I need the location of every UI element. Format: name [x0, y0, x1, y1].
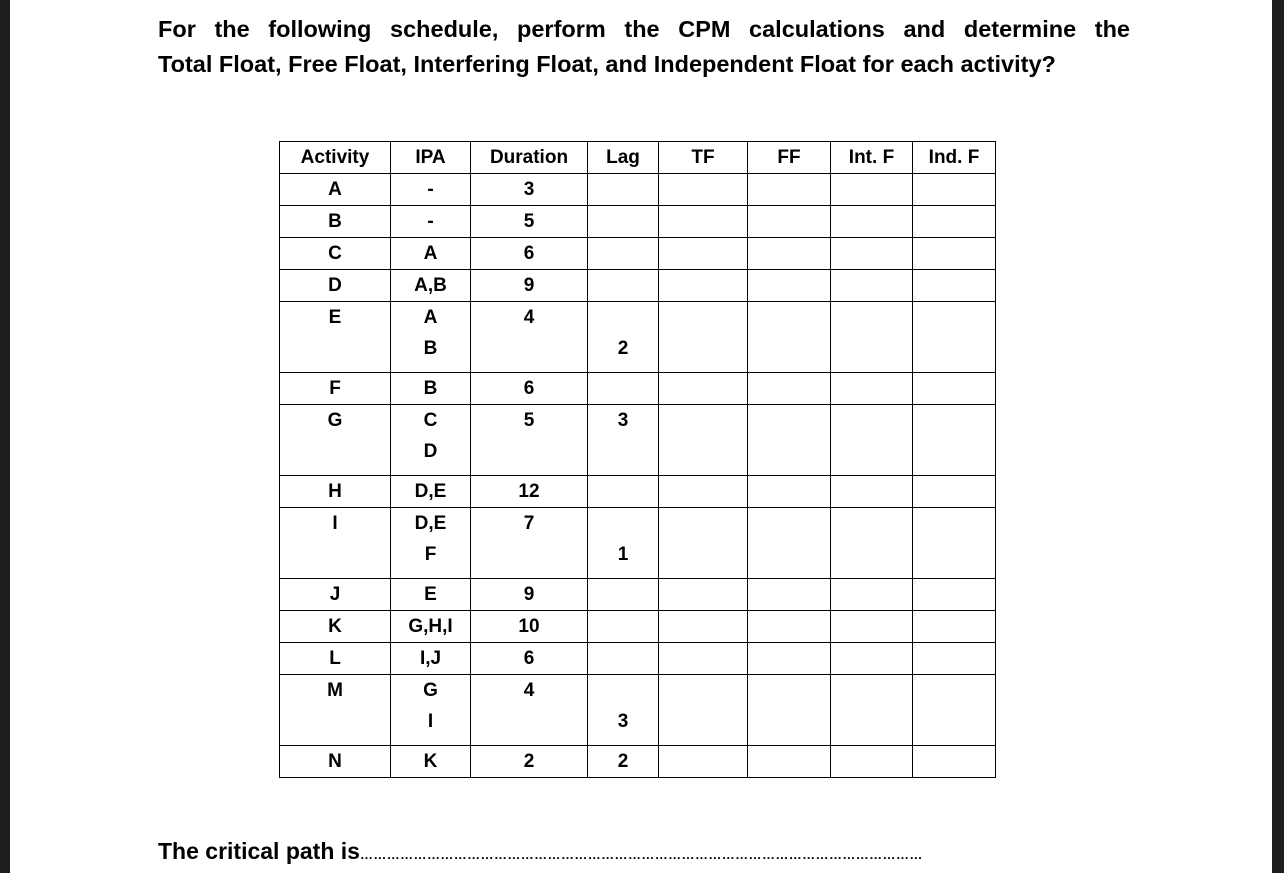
duration-cell-value: 9 — [523, 584, 535, 605]
table-row — [280, 373, 996, 405]
activity-cell — [280, 174, 391, 206]
ipa-cell-value: C — [423, 410, 438, 431]
int-f-cell — [831, 238, 913, 270]
lag-cell-value — [588, 643, 658, 674]
ipa-cell-value: B — [423, 338, 438, 359]
duration-cell — [471, 238, 588, 270]
ipa-cell-value: A,B — [414, 275, 447, 296]
duration-cell-value: 5 — [523, 410, 535, 431]
duration-cell-value: 6 — [523, 648, 535, 669]
activity-cell-value: H — [328, 481, 342, 502]
critical-path-label: The critical path is — [158, 838, 360, 864]
ind-f-cell — [913, 643, 996, 675]
ipa-cell-value: I — [427, 711, 434, 732]
lag-cell — [588, 476, 659, 508]
ipa-cell — [391, 476, 471, 508]
duration-cell-value: 6 — [523, 378, 535, 399]
table-row — [280, 508, 996, 579]
tf-cell — [659, 302, 748, 373]
table-row — [280, 579, 996, 611]
lag-cell — [588, 611, 659, 643]
ff-cell — [748, 675, 831, 746]
activity-cell-value: E — [328, 307, 342, 328]
activity-cell — [280, 643, 391, 675]
table-row — [280, 476, 996, 508]
ind-f-cell — [913, 611, 996, 643]
document-page — [10, 0, 1272, 873]
critical-path-line — [158, 836, 923, 870]
ipa-cell-value: - — [427, 211, 434, 232]
tf-cell — [659, 579, 748, 611]
duration-cell — [471, 405, 588, 476]
ipa-cell — [391, 206, 471, 238]
activity-cell — [280, 302, 391, 373]
lag-cell-value: 1 — [617, 544, 629, 565]
duration-cell — [471, 476, 588, 508]
activity-cell — [280, 746, 391, 778]
ipa-cell — [391, 373, 471, 405]
ff-cell — [748, 476, 831, 508]
lag-cell — [588, 302, 659, 373]
ind-f-cell — [913, 238, 996, 270]
tf-cell — [659, 238, 748, 270]
duration-cell — [471, 579, 588, 611]
lag-cell-value — [588, 436, 658, 467]
lag-cell-value: 2 — [617, 751, 629, 772]
ipa-cell — [391, 405, 471, 476]
cpm-schedule-table — [279, 141, 996, 778]
activity-cell — [280, 611, 391, 643]
tf-cell — [659, 643, 748, 675]
duration-cell — [471, 611, 588, 643]
lag-cell — [588, 579, 659, 611]
tf-cell — [659, 611, 748, 643]
ipa-cell-value: D,E — [414, 513, 447, 534]
duration-cell — [471, 746, 588, 778]
ff-cell — [748, 579, 831, 611]
header-interfering-float: Int. F — [831, 142, 913, 174]
ipa-cell-value: G,H,I — [408, 616, 453, 637]
activity-cell — [280, 373, 391, 405]
ipa-cell — [391, 174, 471, 206]
table-body — [280, 174, 996, 778]
table-row — [280, 643, 996, 675]
lag-cell-value — [588, 508, 658, 539]
ipa-cell-value: G — [423, 680, 438, 701]
duration-cell-value: 12 — [518, 481, 540, 502]
int-f-cell — [831, 373, 913, 405]
ipa-cell — [391, 643, 471, 675]
duration-cell-value: 2 — [523, 751, 535, 772]
activity-cell — [280, 238, 391, 270]
ipa-cell — [391, 675, 471, 746]
duration-cell — [471, 206, 588, 238]
ff-cell — [748, 206, 831, 238]
activity-cell-value: I — [332, 513, 338, 534]
lag-cell-value — [588, 206, 658, 237]
table-row — [280, 675, 996, 746]
lag-cell — [588, 206, 659, 238]
lag-cell-value: 2 — [617, 338, 629, 359]
int-f-cell — [831, 270, 913, 302]
activity-cell — [280, 508, 391, 579]
lag-cell — [588, 675, 659, 746]
ff-cell — [748, 302, 831, 373]
int-f-cell — [831, 206, 913, 238]
critical-path-blank: ……………………………………………………………………………………………………………… — [359, 847, 923, 862]
duration-cell-value: 4 — [523, 307, 535, 328]
table-row — [280, 238, 996, 270]
lag-cell-value — [588, 302, 658, 333]
ipa-cell-value: K — [423, 751, 438, 772]
table-row — [280, 746, 996, 778]
question-line-2: Total Float, Free Float, Interfering Float, and Independent Float for each activity? — [158, 51, 1056, 77]
question-line-1: For the following schedule, perform the CPM calculations and determine the — [158, 16, 1130, 42]
ind-f-cell — [913, 405, 996, 476]
duration-cell-value: 9 — [523, 275, 535, 296]
lag-cell-value — [588, 270, 658, 301]
activity-cell-value: K — [328, 616, 342, 637]
ind-f-cell — [913, 206, 996, 238]
duration-cell-value: 4 — [523, 680, 535, 701]
duration-cell — [471, 302, 588, 373]
ind-f-cell — [913, 373, 996, 405]
tf-cell — [659, 675, 748, 746]
ipa-cell — [391, 746, 471, 778]
duration-cell — [471, 270, 588, 302]
duration-cell-value: 10 — [518, 616, 540, 637]
ipa-cell-value: B — [423, 378, 438, 399]
ipa-cell-value: - — [427, 179, 434, 200]
ind-f-cell — [913, 302, 996, 373]
ind-f-cell — [913, 174, 996, 206]
table-row — [280, 206, 996, 238]
ind-f-cell — [913, 270, 996, 302]
ff-cell — [748, 746, 831, 778]
duration-cell-value: 7 — [523, 513, 535, 534]
ff-cell — [748, 270, 831, 302]
lag-cell-value: 3 — [617, 410, 629, 431]
int-f-cell — [831, 643, 913, 675]
table-row — [280, 270, 996, 302]
activity-cell-value: A — [328, 179, 342, 200]
lag-cell — [588, 405, 659, 476]
ipa-cell-value: E — [424, 584, 437, 605]
int-f-cell — [831, 174, 913, 206]
activity-cell-value: F — [329, 378, 341, 399]
tf-cell — [659, 206, 748, 238]
tf-cell — [659, 405, 748, 476]
header-lag: Lag — [588, 142, 659, 174]
duration-cell-value: 5 — [523, 211, 535, 232]
ff-cell — [748, 643, 831, 675]
tf-cell — [659, 508, 748, 579]
ff-cell — [748, 174, 831, 206]
table-row — [280, 611, 996, 643]
ff-cell — [748, 238, 831, 270]
ipa-cell-value: F — [424, 544, 437, 565]
ipa-cell-value: D,E — [414, 481, 447, 502]
tf-cell — [659, 746, 748, 778]
question-text — [158, 12, 1130, 82]
tf-cell — [659, 174, 748, 206]
ipa-cell — [391, 611, 471, 643]
lag-cell-value — [588, 675, 658, 706]
header-activity: Activity — [280, 142, 391, 174]
lag-cell-value — [588, 174, 658, 205]
int-f-cell — [831, 405, 913, 476]
ind-f-cell — [913, 508, 996, 579]
int-f-cell — [831, 302, 913, 373]
activity-cell-value: N — [328, 751, 342, 772]
activity-cell-value: M — [327, 680, 343, 701]
table-row — [280, 405, 996, 476]
lag-cell — [588, 373, 659, 405]
activity-cell — [280, 476, 391, 508]
header-free-float: FF — [748, 142, 831, 174]
int-f-cell — [831, 746, 913, 778]
ff-cell — [748, 611, 831, 643]
duration-cell-value: 6 — [523, 243, 535, 264]
int-f-cell — [831, 476, 913, 508]
lag-cell-value — [588, 476, 658, 507]
table-row — [280, 174, 996, 206]
header-total-float: TF — [659, 142, 748, 174]
ipa-cell — [391, 508, 471, 579]
tf-cell — [659, 476, 748, 508]
header-ipa: IPA — [391, 142, 471, 174]
int-f-cell — [831, 611, 913, 643]
ff-cell — [748, 373, 831, 405]
tf-cell — [659, 373, 748, 405]
ipa-cell — [391, 302, 471, 373]
lag-cell — [588, 238, 659, 270]
header-duration: Duration — [471, 142, 588, 174]
lag-cell-value — [588, 238, 658, 269]
table-row — [280, 302, 996, 373]
lag-cell-value: 3 — [617, 711, 629, 732]
lag-cell — [588, 746, 659, 778]
duration-cell — [471, 675, 588, 746]
activity-cell — [280, 579, 391, 611]
ipa-cell — [391, 579, 471, 611]
ipa-cell — [391, 270, 471, 302]
lag-cell — [588, 508, 659, 579]
ipa-cell-value: I,J — [419, 648, 442, 669]
duration-cell — [471, 373, 588, 405]
activity-cell-value: G — [327, 410, 343, 431]
ind-f-cell — [913, 476, 996, 508]
ipa-cell — [391, 238, 471, 270]
duration-cell-value: 3 — [523, 179, 535, 200]
ind-f-cell — [913, 746, 996, 778]
ind-f-cell — [913, 579, 996, 611]
lag-cell-value — [588, 611, 658, 642]
activity-cell — [280, 405, 391, 476]
lag-cell — [588, 270, 659, 302]
activity-cell-value: C — [328, 243, 342, 264]
int-f-cell — [831, 579, 913, 611]
activity-cell-value: D — [328, 275, 342, 296]
lag-cell-value — [588, 579, 658, 610]
activity-cell-value: B — [328, 211, 342, 232]
lag-cell — [588, 643, 659, 675]
ff-cell — [748, 405, 831, 476]
activity-cell-value: L — [329, 648, 341, 669]
int-f-cell — [831, 675, 913, 746]
activity-cell — [280, 270, 391, 302]
lag-cell — [588, 174, 659, 206]
tf-cell — [659, 270, 748, 302]
header-independent-float: Ind. F — [913, 142, 996, 174]
ipa-cell-value: A — [423, 307, 438, 328]
int-f-cell — [831, 508, 913, 579]
ipa-cell-value: D — [423, 441, 438, 462]
duration-cell — [471, 174, 588, 206]
duration-cell — [471, 508, 588, 579]
activity-cell — [280, 206, 391, 238]
activity-cell-value: J — [329, 584, 341, 605]
ipa-cell-value: A — [423, 243, 438, 264]
table-header-row — [280, 142, 996, 174]
duration-cell — [471, 643, 588, 675]
ind-f-cell — [913, 675, 996, 746]
lag-cell-value — [588, 373, 658, 404]
ff-cell — [748, 508, 831, 579]
activity-cell — [280, 675, 391, 746]
